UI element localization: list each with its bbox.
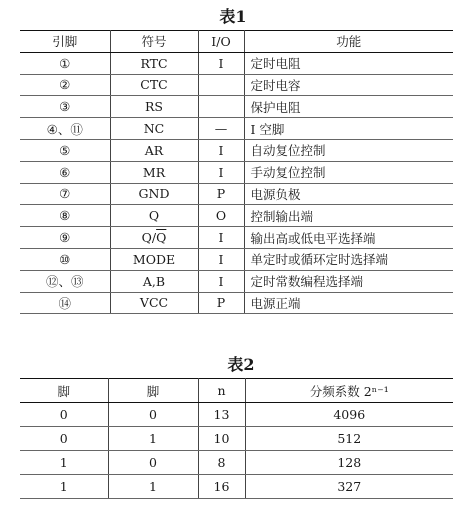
cell-io: I — [198, 139, 244, 161]
cell-symbol: AR — [110, 139, 198, 161]
table-row — [20, 403, 453, 427]
cell-io: I — [198, 270, 244, 292]
cell-pin: ⑫、⑬ — [20, 270, 110, 292]
cell-n: 8 — [198, 451, 245, 475]
cell-pin: ⑧ — [20, 205, 110, 227]
cell-pin: ④、⑪ — [20, 118, 110, 140]
cell-function: 电源正端 — [244, 292, 453, 314]
cell-symbol: MODE — [110, 248, 198, 270]
cell-symbol: VCC — [110, 292, 198, 314]
cell-pin: ② — [20, 74, 110, 96]
cell-n: 10 — [198, 427, 245, 451]
cell-factor: 512 — [245, 427, 453, 451]
cell-function: 定时电容 — [244, 74, 453, 96]
cell-pin: ⑥ — [20, 161, 110, 183]
division-factor-table — [20, 378, 453, 499]
cell-function: 手动复位控制 — [244, 161, 453, 183]
cell-function: 输出高或低电平选择端 — [244, 227, 453, 249]
cell-a: 0 — [20, 427, 108, 451]
header-io: I/O — [198, 31, 244, 53]
symbol-q-bar: $\overline{Q}$ — [156, 230, 167, 246]
cell-n: 13 — [198, 403, 245, 427]
cell-b: 0 — [108, 451, 198, 475]
table-row — [20, 451, 453, 475]
cell-io: O — [198, 205, 244, 227]
pin-function-table — [20, 30, 453, 314]
cell-io: P — [198, 183, 244, 205]
cell-io: I — [198, 161, 244, 183]
cell-pin: ③ — [20, 96, 110, 118]
cell-b: 1 — [108, 475, 198, 499]
header-pin-b: 脚 — [108, 379, 198, 403]
cell-symbol: GND — [110, 183, 198, 205]
cell-pin: ⑦ — [20, 183, 110, 205]
table-row — [20, 118, 453, 140]
cell-pin: ⑤ — [20, 139, 110, 161]
cell-io: I — [198, 227, 244, 249]
cell-function: 定时电阻 — [244, 52, 453, 74]
table-row — [20, 205, 453, 227]
cell-function: I 空脚 — [244, 118, 453, 140]
cell-function: 电源负极 — [244, 183, 453, 205]
cell-symbol: RS — [110, 96, 198, 118]
cell-function: 单定时或循环定时选择端 — [244, 248, 453, 270]
cell-symbol: NC — [110, 118, 198, 140]
cell-factor: 4096 — [245, 403, 453, 427]
cell-io: I — [198, 248, 244, 270]
cell-pin: ⑨ — [20, 227, 110, 249]
symbol-q-prefix: Q/ — [141, 230, 157, 246]
table-row — [20, 161, 453, 183]
cell-function: 定时常数编程选择端 — [244, 270, 453, 292]
cell-function: 自动复位控制 — [244, 139, 453, 161]
table-row — [20, 227, 453, 249]
table-row — [20, 96, 453, 118]
cell-io: — — [198, 118, 244, 140]
cell-pin: ① — [20, 52, 110, 74]
cell-a: 1 — [20, 475, 108, 499]
cell-symbol: Q — [110, 205, 198, 227]
cell-factor: 128 — [245, 451, 453, 475]
cell-symbol — [110, 227, 198, 249]
cell-b: 1 — [108, 427, 198, 451]
cell-symbol: A,B — [110, 270, 198, 292]
table-row — [20, 292, 453, 314]
header-function: 功能 — [244, 31, 453, 53]
cell-io: I — [198, 52, 244, 74]
cell-n: 16 — [198, 475, 245, 499]
cell-io — [198, 96, 244, 118]
table-header-row — [20, 379, 453, 403]
table2-caption: 表2 — [227, 355, 255, 374]
cell-symbol: CTC — [110, 74, 198, 96]
header-pin: 引脚 — [20, 31, 110, 53]
table1-caption: 表1 — [219, 7, 247, 26]
table-row — [20, 52, 453, 74]
cell-pin: ⑭ — [20, 292, 110, 314]
table-row — [20, 139, 453, 161]
cell-function: 保护电阻 — [244, 96, 453, 118]
header-pin-a: 脚 — [20, 379, 108, 403]
cell-symbol: MR — [110, 161, 198, 183]
cell-a: 0 — [20, 403, 108, 427]
header-n: n — [198, 379, 245, 403]
cell-a: 1 — [20, 451, 108, 475]
cell-function: 控制输出端 — [244, 205, 453, 227]
header-division-factor: 分频系数 2ⁿ⁻¹ — [245, 379, 453, 403]
table-row — [20, 270, 453, 292]
table-row — [20, 74, 453, 96]
cell-io: P — [198, 292, 244, 314]
header-symbol: 符号 — [110, 31, 198, 53]
cell-io — [198, 74, 244, 96]
cell-factor: 327 — [245, 475, 453, 499]
table-row — [20, 427, 453, 451]
table-row — [20, 248, 453, 270]
cell-pin: ⑩ — [20, 248, 110, 270]
cell-b: 0 — [108, 403, 198, 427]
table-row — [20, 475, 453, 499]
table-header-row — [20, 31, 453, 53]
cell-symbol: RTC — [110, 52, 198, 74]
table-row — [20, 183, 453, 205]
